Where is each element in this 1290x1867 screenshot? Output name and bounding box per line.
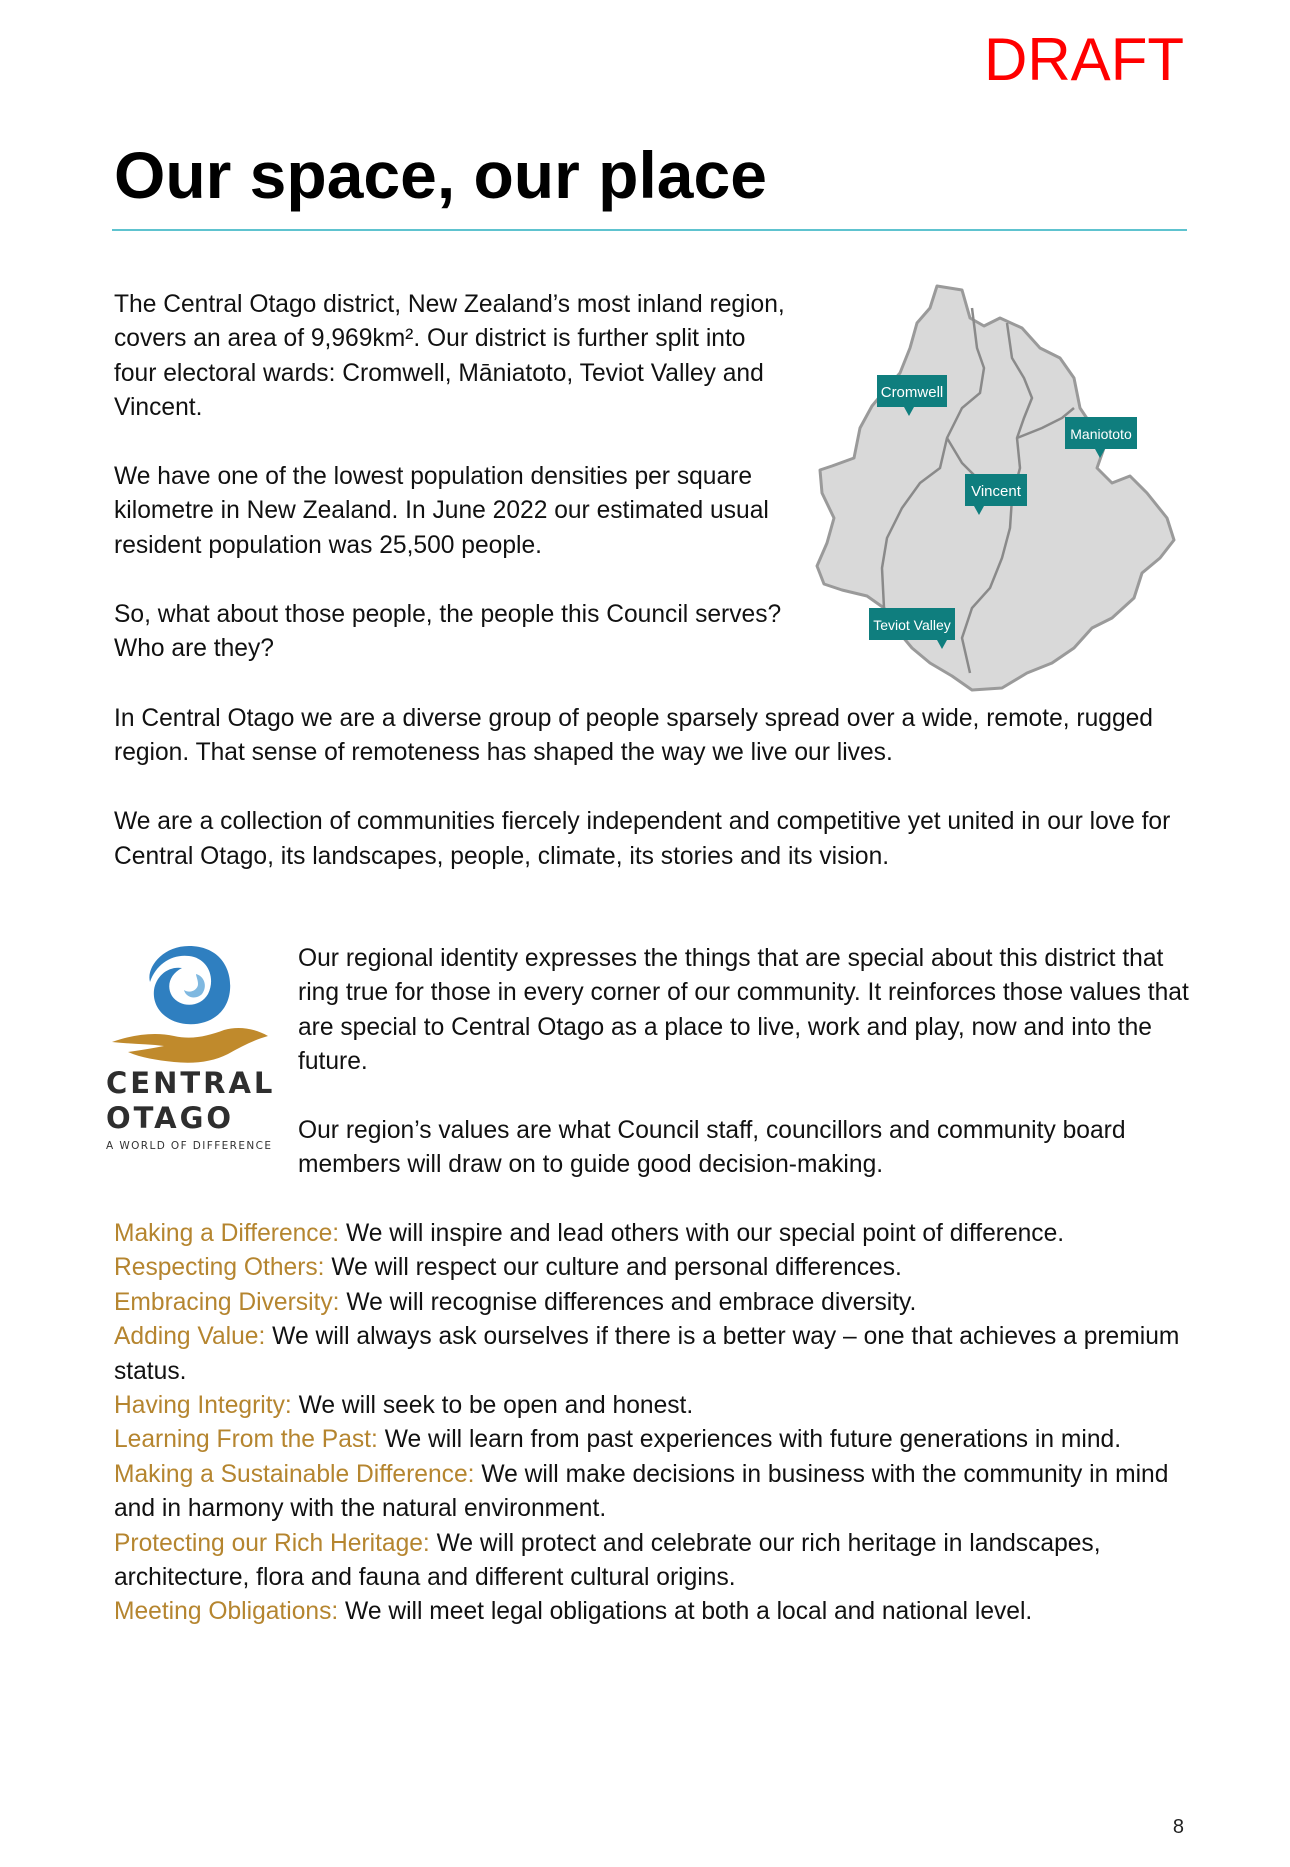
identity-paragraph: Our region’s values are what Council staff, councillors and community board members will draw on to guide good decision-making. — [298, 1117, 1126, 1179]
value-name: Learning From the Past: — [114, 1426, 378, 1454]
value-text: We will recognise differences and embrace diversity. — [346, 1288, 917, 1316]
value-text: We will protect and celebrate our rich heritage in landscapes, architecture, flora and fauna and different cultural origins. — [114, 1529, 1101, 1592]
logo-wing-icon — [112, 1028, 268, 1063]
value-text: We will respect our culture and personal differences. — [331, 1254, 902, 1282]
draft-watermark: DRAFT — [984, 26, 1184, 93]
value-text: We will inspire and lead others with our special point of difference. — [345, 1220, 1065, 1247]
value-text: We will meet legal obligations at both a local and national level. — [345, 1598, 1033, 1626]
logo-word-central: CENTRAL — [106, 1066, 276, 1100]
logo-tagline: A WORLD OF DIFFERENCE — [106, 1140, 273, 1152]
community-section — [114, 702, 1194, 908]
value-item — [114, 1595, 1204, 1629]
values-list — [114, 1217, 1204, 1630]
value-name: Embracing Diversity: — [114, 1288, 340, 1316]
value-item — [114, 1527, 1204, 1596]
value-item — [114, 1251, 1204, 1285]
value-name: Meeting Obligations: — [114, 1598, 339, 1626]
value-item — [114, 1423, 1204, 1457]
logo-wordmark — [106, 1066, 275, 1152]
value-name: Making a Difference: — [114, 1220, 340, 1247]
ward-label: Vincent — [971, 483, 1021, 500]
value-name: Protecting our Rich Heritage: — [114, 1529, 430, 1557]
intro-paragraph: The Central Otago district, New Zealand’s most inland region, covers an area of 9,969km². Our district is further split into four electoral wards: Cromwell, Māniatoto, Teviot Valley and Vincent. — [114, 291, 785, 422]
intro-section — [114, 288, 794, 701]
value-name: Having Integrity: — [114, 1392, 292, 1420]
logo-swirl-icon — [149, 946, 230, 1024]
value-name: Respecting Others: — [114, 1254, 325, 1282]
identity-paragraph: Our regional identity expresses the things that are special about this district that ring true for those in every corner of our community. It reinforces those values that are special to Central Otago as a place to live, work and play, now and into the future. — [298, 945, 1189, 1076]
ward-label: Maniototo — [1070, 426, 1132, 442]
intro-paragraph: So, what about those people, the people this Council serves? Who are they? — [114, 600, 782, 663]
identity-section — [298, 942, 1198, 1217]
community-paragraph: In Central Otago we are a diverse group of people sparsely spread over a wide, remote, rugged region. That sense of remoteness has shaped the way we live our lives. — [114, 705, 1153, 767]
value-text: We will learn from past experiences with future generations in mind. — [384, 1426, 1122, 1454]
value-text: We will always ask ourselves if there is a better way – one that achieves a premium status. — [114, 1323, 1180, 1385]
community-paragraph: We are a collection of communities fiercely independent and competitive yet united in our love for Central Otago, its landscapes, people, climate, its stories and its vision. — [114, 808, 1171, 870]
value-item — [114, 1389, 1204, 1423]
value-name: Making a Sustainable Difference: — [114, 1460, 475, 1488]
value-name: Adding Value: — [114, 1323, 266, 1351]
ward-label: Cromwell — [880, 384, 944, 401]
ward-label: Teviot Valley — [873, 617, 951, 633]
logo-word-otago: OTAGO — [106, 1101, 235, 1135]
value-item — [114, 1217, 1204, 1251]
value-text: We will seek to be open and honest. — [298, 1392, 694, 1420]
value-item — [114, 1286, 1204, 1320]
page-title: Our space, our place — [114, 138, 767, 212]
district-map — [812, 278, 1182, 698]
value-item — [114, 1320, 1204, 1389]
value-item — [114, 1458, 1204, 1527]
value-text: We will make decisions in business with the community in mind and in harmony with the natural environment. — [114, 1460, 1169, 1523]
page-number: 8 — [1172, 1816, 1184, 1838]
logo-swirl-inner-icon — [184, 974, 205, 997]
intro-paragraph: We have one of the lowest population densities per square kilometre in New Zealand. In June 2022 our estimated usual resident population was 25,500 people. — [114, 463, 769, 559]
title-divider — [112, 229, 1187, 231]
